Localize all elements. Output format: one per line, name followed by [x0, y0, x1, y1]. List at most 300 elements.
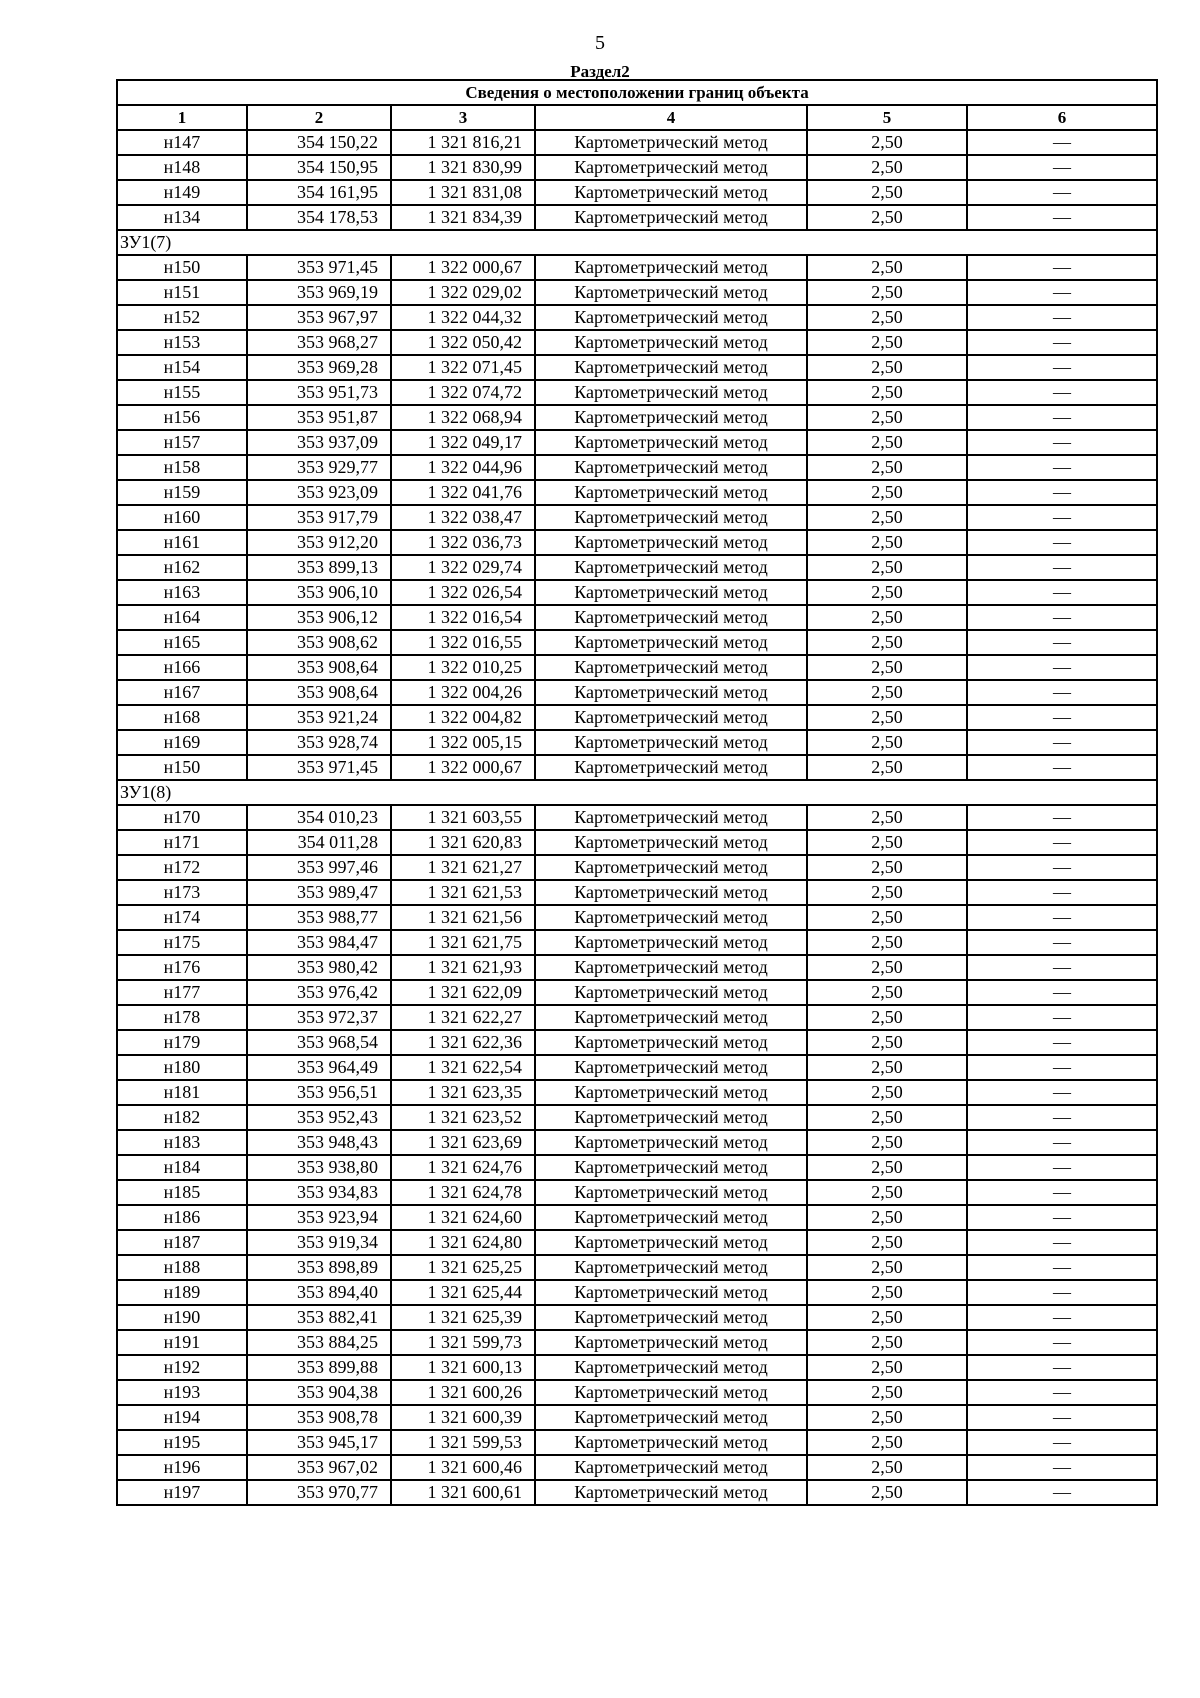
y-coordinate-cell: 1 321 621,56	[391, 905, 535, 930]
accuracy-cell: 2,50	[807, 505, 967, 530]
table-row	[117, 805, 1157, 830]
table-row	[117, 605, 1157, 630]
y-coordinate-cell: 1 321 621,75	[391, 930, 535, 955]
accuracy-cell: 2,50	[807, 605, 967, 630]
description-cell: —	[967, 580, 1157, 605]
description-cell: —	[967, 1230, 1157, 1255]
point-number-cell: н171	[117, 830, 247, 855]
method-cell: Картометрический метод	[535, 680, 807, 705]
accuracy-cell: 2,50	[807, 280, 967, 305]
accuracy-cell: 2,50	[807, 530, 967, 555]
table-row	[117, 1005, 1157, 1030]
method-cell: Картометрический метод	[535, 380, 807, 405]
x-coordinate-cell: 353 968,27	[247, 330, 391, 355]
method-cell: Картометрический метод	[535, 980, 807, 1005]
method-cell: Картометрический метод	[535, 1405, 807, 1430]
description-cell: —	[967, 1055, 1157, 1080]
method-cell: Картометрический метод	[535, 1330, 807, 1355]
table-row	[117, 1480, 1157, 1505]
y-coordinate-cell: 1 321 625,44	[391, 1280, 535, 1305]
table-row	[117, 455, 1157, 480]
point-number-cell: н194	[117, 1405, 247, 1430]
x-coordinate-cell: 353 929,77	[247, 455, 391, 480]
y-coordinate-cell: 1 322 010,25	[391, 655, 535, 680]
y-coordinate-cell: 1 321 834,39	[391, 205, 535, 230]
description-cell: —	[967, 855, 1157, 880]
accuracy-cell: 2,50	[807, 1080, 967, 1105]
method-cell: Картометрический метод	[535, 355, 807, 380]
description-cell: —	[967, 530, 1157, 555]
method-cell: Картометрический метод	[535, 1430, 807, 1455]
description-cell: —	[967, 905, 1157, 930]
table-row	[117, 1055, 1157, 1080]
description-cell: —	[967, 705, 1157, 730]
description-cell: —	[967, 205, 1157, 230]
y-coordinate-cell: 1 322 016,55	[391, 630, 535, 655]
point-number-cell: н134	[117, 205, 247, 230]
y-coordinate-cell: 1 321 622,54	[391, 1055, 535, 1080]
description-cell: —	[967, 1180, 1157, 1205]
x-coordinate-cell: 353 917,79	[247, 505, 391, 530]
group-label: ЗУ1(7)	[117, 230, 1157, 255]
description-cell: —	[967, 1430, 1157, 1455]
y-coordinate-cell: 1 322 074,72	[391, 380, 535, 405]
method-cell: Картометрический метод	[535, 155, 807, 180]
table-row	[117, 555, 1157, 580]
y-coordinate-cell: 1 322 016,54	[391, 605, 535, 630]
y-coordinate-cell: 1 321 603,55	[391, 805, 535, 830]
table-row	[117, 630, 1157, 655]
description-cell: —	[967, 555, 1157, 580]
x-coordinate-cell: 353 899,88	[247, 1355, 391, 1380]
y-coordinate-cell: 1 322 005,15	[391, 730, 535, 755]
accuracy-cell: 2,50	[807, 880, 967, 905]
point-number-cell: н153	[117, 330, 247, 355]
point-number-cell: н175	[117, 930, 247, 955]
y-coordinate-cell: 1 321 599,53	[391, 1430, 535, 1455]
description-cell: —	[967, 380, 1157, 405]
point-number-cell: н185	[117, 1180, 247, 1205]
x-coordinate-cell: 353 882,41	[247, 1305, 391, 1330]
x-coordinate-cell: 353 906,12	[247, 605, 391, 630]
y-coordinate-cell: 1 322 036,73	[391, 530, 535, 555]
accuracy-cell: 2,50	[807, 855, 967, 880]
y-coordinate-cell: 1 321 600,39	[391, 1405, 535, 1430]
table-body	[117, 80, 1157, 1505]
x-coordinate-cell: 353 972,37	[247, 1005, 391, 1030]
description-cell: —	[967, 355, 1157, 380]
x-coordinate-cell: 353 988,77	[247, 905, 391, 930]
y-coordinate-cell: 1 321 624,76	[391, 1155, 535, 1180]
point-number-cell: н172	[117, 855, 247, 880]
method-cell: Картометрический метод	[535, 305, 807, 330]
point-number-cell: н197	[117, 1480, 247, 1505]
accuracy-cell: 2,50	[807, 1405, 967, 1430]
accuracy-cell: 2,50	[807, 430, 967, 455]
y-coordinate-cell: 1 321 620,83	[391, 830, 535, 855]
accuracy-cell: 2,50	[807, 755, 967, 780]
x-coordinate-cell: 353 923,94	[247, 1205, 391, 1230]
accuracy-cell: 2,50	[807, 830, 967, 855]
description-cell: —	[967, 730, 1157, 755]
x-coordinate-cell: 353 904,38	[247, 1380, 391, 1405]
accuracy-cell: 2,50	[807, 1330, 967, 1355]
description-cell: —	[967, 155, 1157, 180]
column-number: 1	[117, 105, 247, 130]
method-cell: Картометрический метод	[535, 280, 807, 305]
point-number-cell: н181	[117, 1080, 247, 1105]
method-cell: Картометрический метод	[535, 555, 807, 580]
accuracy-cell: 2,50	[807, 655, 967, 680]
method-cell: Картометрический метод	[535, 255, 807, 280]
point-number-cell: н160	[117, 505, 247, 530]
point-number-cell: н157	[117, 430, 247, 455]
table-row	[117, 305, 1157, 330]
table-row	[117, 730, 1157, 755]
description-cell: —	[967, 305, 1157, 330]
accuracy-cell: 2,50	[807, 805, 967, 830]
x-coordinate-cell: 353 884,25	[247, 1330, 391, 1355]
table-row	[117, 1180, 1157, 1205]
x-coordinate-cell: 353 908,64	[247, 680, 391, 705]
accuracy-cell: 2,50	[807, 305, 967, 330]
y-coordinate-cell: 1 322 000,67	[391, 755, 535, 780]
x-coordinate-cell: 353 976,42	[247, 980, 391, 1005]
point-number-cell: н184	[117, 1155, 247, 1180]
description-cell: —	[967, 1155, 1157, 1180]
x-coordinate-cell: 353 948,43	[247, 1130, 391, 1155]
point-number-cell: н166	[117, 655, 247, 680]
table-row	[117, 905, 1157, 930]
accuracy-cell: 2,50	[807, 180, 967, 205]
table-row	[117, 280, 1157, 305]
point-number-cell: н161	[117, 530, 247, 555]
x-coordinate-cell: 354 010,23	[247, 805, 391, 830]
y-coordinate-cell: 1 321 600,26	[391, 1380, 535, 1405]
accuracy-cell: 2,50	[807, 1055, 967, 1080]
x-coordinate-cell: 353 952,43	[247, 1105, 391, 1130]
point-number-cell: н148	[117, 155, 247, 180]
point-number-cell: н150	[117, 755, 247, 780]
y-coordinate-cell: 1 321 624,78	[391, 1180, 535, 1205]
accuracy-cell: 2,50	[807, 1155, 967, 1180]
description-cell: —	[967, 1130, 1157, 1155]
description-cell: —	[967, 430, 1157, 455]
description-cell: —	[967, 1030, 1157, 1055]
description-cell: —	[967, 505, 1157, 530]
y-coordinate-cell: 1 321 600,46	[391, 1455, 535, 1480]
method-cell: Картометрический метод	[535, 605, 807, 630]
accuracy-cell: 2,50	[807, 455, 967, 480]
method-cell: Картометрический метод	[535, 1230, 807, 1255]
y-coordinate-cell: 1 322 004,82	[391, 705, 535, 730]
method-cell: Картометрический метод	[535, 1205, 807, 1230]
accuracy-cell: 2,50	[807, 1255, 967, 1280]
description-cell: —	[967, 1080, 1157, 1105]
x-coordinate-cell: 353 921,24	[247, 705, 391, 730]
accuracy-cell: 2,50	[807, 205, 967, 230]
method-cell: Картометрический метод	[535, 180, 807, 205]
method-cell: Картометрический метод	[535, 505, 807, 530]
point-number-cell: н187	[117, 1230, 247, 1255]
point-number-cell: н188	[117, 1255, 247, 1280]
y-coordinate-cell: 1 321 623,52	[391, 1105, 535, 1130]
point-number-cell: н149	[117, 180, 247, 205]
table-caption: Сведения о местоположении границ объекта	[117, 80, 1157, 105]
description-cell: —	[967, 1255, 1157, 1280]
x-coordinate-cell: 353 980,42	[247, 955, 391, 980]
accuracy-cell: 2,50	[807, 155, 967, 180]
y-coordinate-cell: 1 321 622,27	[391, 1005, 535, 1030]
method-cell: Картометрический метод	[535, 1355, 807, 1380]
x-coordinate-cell: 354 178,53	[247, 205, 391, 230]
x-coordinate-cell: 353 945,17	[247, 1430, 391, 1455]
description-cell: —	[967, 955, 1157, 980]
point-number-cell: н196	[117, 1455, 247, 1480]
accuracy-cell: 2,50	[807, 730, 967, 755]
accuracy-cell: 2,50	[807, 955, 967, 980]
y-coordinate-cell: 1 321 599,73	[391, 1330, 535, 1355]
point-number-cell: н162	[117, 555, 247, 580]
x-coordinate-cell: 353 937,09	[247, 430, 391, 455]
table-row	[117, 1455, 1157, 1480]
y-coordinate-cell: 1 322 000,67	[391, 255, 535, 280]
table-row	[117, 855, 1157, 880]
accuracy-cell: 2,50	[807, 1230, 967, 1255]
x-coordinate-cell: 353 956,51	[247, 1080, 391, 1105]
description-cell: —	[967, 755, 1157, 780]
table-row	[117, 330, 1157, 355]
point-number-cell: н150	[117, 255, 247, 280]
table-row	[117, 705, 1157, 730]
point-number-cell: н155	[117, 380, 247, 405]
x-coordinate-cell: 353 967,02	[247, 1455, 391, 1480]
description-cell: —	[967, 455, 1157, 480]
y-coordinate-cell: 1 321 624,80	[391, 1230, 535, 1255]
y-coordinate-cell: 1 321 623,69	[391, 1130, 535, 1155]
point-number-cell: н159	[117, 480, 247, 505]
y-coordinate-cell: 1 321 830,99	[391, 155, 535, 180]
point-number-cell: н190	[117, 1305, 247, 1330]
accuracy-cell: 2,50	[807, 680, 967, 705]
x-coordinate-cell: 353 971,45	[247, 755, 391, 780]
accuracy-cell: 2,50	[807, 1180, 967, 1205]
accuracy-cell: 2,50	[807, 1355, 967, 1380]
method-cell: Картометрический метод	[535, 880, 807, 905]
table-caption-row	[117, 80, 1157, 105]
y-coordinate-cell: 1 322 004,26	[391, 680, 535, 705]
method-cell: Картометрический метод	[535, 580, 807, 605]
x-coordinate-cell: 353 908,62	[247, 630, 391, 655]
table-row	[117, 930, 1157, 955]
method-cell: Картометрический метод	[535, 130, 807, 155]
table-row	[117, 155, 1157, 180]
table-row	[117, 405, 1157, 430]
method-cell: Картометрический метод	[535, 330, 807, 355]
point-number-cell: н191	[117, 1330, 247, 1355]
description-cell: —	[967, 680, 1157, 705]
accuracy-cell: 2,50	[807, 930, 967, 955]
accuracy-cell: 2,50	[807, 1005, 967, 1030]
method-cell: Картометрический метод	[535, 1130, 807, 1155]
description-cell: —	[967, 630, 1157, 655]
point-number-cell: н189	[117, 1280, 247, 1305]
description-cell: —	[967, 655, 1157, 680]
point-number-cell: н158	[117, 455, 247, 480]
accuracy-cell: 2,50	[807, 580, 967, 605]
y-coordinate-cell: 1 322 068,94	[391, 405, 535, 430]
method-cell: Картометрический метод	[535, 1055, 807, 1080]
point-number-cell: н173	[117, 880, 247, 905]
table-row	[117, 755, 1157, 780]
x-coordinate-cell: 354 150,95	[247, 155, 391, 180]
description-cell: —	[967, 480, 1157, 505]
x-coordinate-cell: 353 951,73	[247, 380, 391, 405]
page-number: 5	[595, 32, 605, 54]
accuracy-cell: 2,50	[807, 130, 967, 155]
table-row	[117, 830, 1157, 855]
table-row	[117, 480, 1157, 505]
y-coordinate-cell: 1 321 831,08	[391, 180, 535, 205]
group-row	[117, 780, 1157, 805]
accuracy-cell: 2,50	[807, 355, 967, 380]
table-row	[117, 655, 1157, 680]
table-row	[117, 255, 1157, 280]
table-row	[117, 1430, 1157, 1455]
description-cell: —	[967, 1455, 1157, 1480]
method-cell: Картометрический метод	[535, 705, 807, 730]
y-coordinate-cell: 1 321 623,35	[391, 1080, 535, 1105]
table-row	[117, 530, 1157, 555]
y-coordinate-cell: 1 321 622,09	[391, 980, 535, 1005]
y-coordinate-cell: 1 321 625,25	[391, 1255, 535, 1280]
method-cell: Картометрический метод	[535, 1030, 807, 1055]
table-row	[117, 380, 1157, 405]
point-number-cell: н179	[117, 1030, 247, 1055]
description-cell: —	[967, 1355, 1157, 1380]
point-number-cell: н152	[117, 305, 247, 330]
method-cell: Картометрический метод	[535, 1180, 807, 1205]
x-coordinate-cell: 353 923,09	[247, 480, 391, 505]
y-coordinate-cell: 1 322 029,02	[391, 280, 535, 305]
x-coordinate-cell: 353 919,34	[247, 1230, 391, 1255]
y-coordinate-cell: 1 321 621,53	[391, 880, 535, 905]
description-cell: —	[967, 805, 1157, 830]
description-cell: —	[967, 1330, 1157, 1355]
point-number-cell: н164	[117, 605, 247, 630]
accuracy-cell: 2,50	[807, 1455, 967, 1480]
table-row	[117, 180, 1157, 205]
table-row	[117, 1330, 1157, 1355]
point-number-cell: н186	[117, 1205, 247, 1230]
description-cell: —	[967, 1105, 1157, 1130]
description-cell: —	[967, 1380, 1157, 1405]
table-row	[117, 1355, 1157, 1380]
description-cell: —	[967, 1280, 1157, 1305]
accuracy-cell: 2,50	[807, 1030, 967, 1055]
method-cell: Картометрический метод	[535, 1280, 807, 1305]
point-number-cell: н176	[117, 955, 247, 980]
x-coordinate-cell: 353 951,87	[247, 405, 391, 430]
x-coordinate-cell: 353 967,97	[247, 305, 391, 330]
y-coordinate-cell: 1 322 071,45	[391, 355, 535, 380]
x-coordinate-cell: 353 989,47	[247, 880, 391, 905]
accuracy-cell: 2,50	[807, 630, 967, 655]
x-coordinate-cell: 353 906,10	[247, 580, 391, 605]
point-number-cell: н170	[117, 805, 247, 830]
column-number: 5	[807, 105, 967, 130]
method-cell: Картометрический метод	[535, 205, 807, 230]
group-row	[117, 230, 1157, 255]
method-cell: Картометрический метод	[535, 930, 807, 955]
table-row	[117, 1080, 1157, 1105]
y-coordinate-cell: 1 321 621,27	[391, 855, 535, 880]
y-coordinate-cell: 1 322 038,47	[391, 505, 535, 530]
table-row	[117, 1280, 1157, 1305]
method-cell: Картометрический метод	[535, 1080, 807, 1105]
description-cell: —	[967, 180, 1157, 205]
y-coordinate-cell: 1 322 026,54	[391, 580, 535, 605]
y-coordinate-cell: 1 322 029,74	[391, 555, 535, 580]
y-coordinate-cell: 1 322 044,32	[391, 305, 535, 330]
accuracy-cell: 2,50	[807, 1280, 967, 1305]
method-cell: Картометрический метод	[535, 755, 807, 780]
table-row	[117, 1105, 1157, 1130]
y-coordinate-cell: 1 322 049,17	[391, 430, 535, 455]
description-cell: —	[967, 880, 1157, 905]
y-coordinate-cell: 1 322 041,76	[391, 480, 535, 505]
accuracy-cell: 2,50	[807, 1380, 967, 1405]
table-row	[117, 1305, 1157, 1330]
point-number-cell: н169	[117, 730, 247, 755]
y-coordinate-cell: 1 321 600,61	[391, 1480, 535, 1505]
x-coordinate-cell: 353 969,28	[247, 355, 391, 380]
description-cell: —	[967, 1005, 1157, 1030]
x-coordinate-cell: 353 898,89	[247, 1255, 391, 1280]
method-cell: Картометрический метод	[535, 1455, 807, 1480]
x-coordinate-cell: 353 984,47	[247, 930, 391, 955]
column-number: 3	[391, 105, 535, 130]
method-cell: Картометрический метод	[535, 1155, 807, 1180]
method-cell: Картометрический метод	[535, 455, 807, 480]
point-number-cell: н154	[117, 355, 247, 380]
description-cell: —	[967, 1405, 1157, 1430]
table-row	[117, 980, 1157, 1005]
x-coordinate-cell: 354 150,22	[247, 130, 391, 155]
description-cell: —	[967, 1305, 1157, 1330]
point-number-cell: н183	[117, 1130, 247, 1155]
point-number-cell: н174	[117, 905, 247, 930]
point-number-cell: н163	[117, 580, 247, 605]
accuracy-cell: 2,50	[807, 380, 967, 405]
table-row	[117, 430, 1157, 455]
method-cell: Картометрический метод	[535, 730, 807, 755]
accuracy-cell: 2,50	[807, 905, 967, 930]
method-cell: Картометрический метод	[535, 530, 807, 555]
point-number-cell: н165	[117, 630, 247, 655]
y-coordinate-cell: 1 321 624,60	[391, 1205, 535, 1230]
accuracy-cell: 2,50	[807, 1480, 967, 1505]
point-number-cell: н167	[117, 680, 247, 705]
accuracy-cell: 2,50	[807, 1205, 967, 1230]
point-number-cell: н168	[117, 705, 247, 730]
y-coordinate-cell: 1 322 050,42	[391, 330, 535, 355]
x-coordinate-cell: 353 928,74	[247, 730, 391, 755]
point-number-cell: н195	[117, 1430, 247, 1455]
description-cell: —	[967, 980, 1157, 1005]
method-cell: Картометрический метод	[535, 480, 807, 505]
method-cell: Картометрический метод	[535, 405, 807, 430]
